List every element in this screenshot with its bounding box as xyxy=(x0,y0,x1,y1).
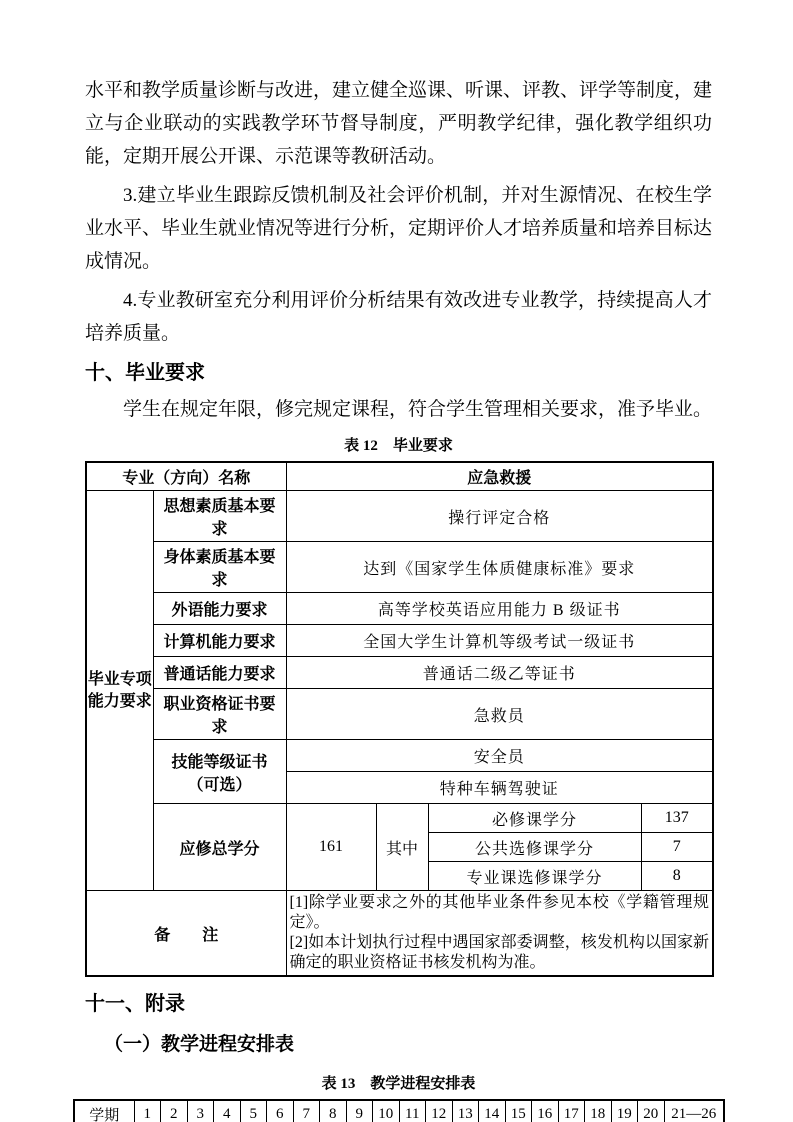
major-name-header: 专业（方向）名称 xyxy=(86,462,286,491)
semester-cell: 8 xyxy=(320,1100,347,1122)
total-credits-label: 应修总学分 xyxy=(153,804,286,891)
requirement-label: 思想素质基本要求 xyxy=(153,491,286,542)
semester-cell: 17 xyxy=(558,1100,585,1122)
teaching-schedule-table xyxy=(73,1099,725,1122)
credit-item-value: 137 xyxy=(641,804,713,833)
semester-cell: 12 xyxy=(426,1100,453,1122)
semester-cell: 3 xyxy=(187,1100,214,1122)
graduation-requirements-table xyxy=(85,461,714,977)
remark-note-1: [1]除学业要求之外的其他毕业条件参见本校《学籍管理规定》。 xyxy=(289,894,710,931)
semester-cell: 7 xyxy=(293,1100,320,1122)
section-10-intro: 学生在规定年限，修完规定课程，符合学生管理相关要求，准予毕业。 xyxy=(123,399,713,420)
semester-cell: 10 xyxy=(373,1100,400,1122)
semester-cell: 2 xyxy=(161,1100,188,1122)
table-row xyxy=(86,657,713,689)
table-row xyxy=(86,740,713,772)
semester-cell: 19 xyxy=(611,1100,638,1122)
table-row xyxy=(86,625,713,657)
requirement-value: 操行评定合格 xyxy=(286,491,713,542)
table-row xyxy=(74,1100,724,1122)
major-name-value: 应急救援 xyxy=(286,462,713,491)
semester-cell: 21—26 xyxy=(664,1100,724,1122)
semester-cell: 18 xyxy=(585,1100,612,1122)
requirement-label: 外语能力要求 xyxy=(153,593,286,625)
requirement-label: 普通话能力要求 xyxy=(153,657,286,689)
table-12-caption: 表 12 毕业要求 xyxy=(344,438,453,454)
table-row xyxy=(86,491,713,542)
semester-cell: 1 xyxy=(134,1100,161,1122)
requirement-label: 计算机能力要求 xyxy=(153,625,286,657)
remark-note-2: [2]如本计划执行过程中遇国家部委调整，核发机构以国家新确定的职业资格证书核发机构为准。 xyxy=(289,934,710,971)
semester-cell: 15 xyxy=(505,1100,532,1122)
table-row xyxy=(86,689,713,740)
requirement-value: 高等学校英语应用能力 B 级证书 xyxy=(286,593,713,625)
semester-cell: 6 xyxy=(267,1100,294,1122)
credit-item-value: 7 xyxy=(641,833,713,862)
requirement-value: 急救员 xyxy=(286,689,713,740)
table-row xyxy=(86,542,713,593)
requirement-value: 达到《国家学生体质健康标准》要求 xyxy=(286,542,713,593)
section-11-heading: 十一、附录 xyxy=(85,993,185,1015)
semester-cell: 14 xyxy=(479,1100,506,1122)
appendix-subheading: （一）教学进程安排表 xyxy=(104,1034,295,1055)
credit-item-label: 专业课选修课学分 xyxy=(428,862,641,891)
requirement-value: 普通话二级乙等证书 xyxy=(286,657,713,689)
table-13-caption: 表 13 教学进程安排表 xyxy=(321,1076,476,1092)
remark-notes-cell xyxy=(286,891,713,977)
semester-cell: 16 xyxy=(532,1100,559,1122)
paragraph-continuation: 水平和教学质量诊断与改进，建立健全巡课、听课、评教、评学等制度，建立与企业联动的实践教学环节督导制度，严明教学纪律，强化教学组织功能，定期开展公开课、示范课等教研活动。 xyxy=(85,80,713,167)
semester-cell: 4 xyxy=(214,1100,241,1122)
semester-cell: 13 xyxy=(452,1100,479,1122)
semester-cell: 11 xyxy=(399,1100,426,1122)
semester-cell: 5 xyxy=(240,1100,267,1122)
credit-item-label: 公共选修课学分 xyxy=(428,833,641,862)
requirement-value: 全国大学生计算机等级考试一级证书 xyxy=(286,625,713,657)
skill-cert-label-cell xyxy=(153,740,286,804)
skill-cert-label: 技能等级证书 xyxy=(171,753,268,771)
schedule-table-wrapper xyxy=(73,1099,723,1122)
table-row xyxy=(86,462,713,491)
table-row xyxy=(86,891,713,977)
credit-item-label: 必修课学分 xyxy=(428,804,641,833)
requirement-label: 身体素质基本要求 xyxy=(153,542,286,593)
total-credits-value: 161 xyxy=(286,804,376,891)
table-row xyxy=(86,593,713,625)
semester-header: 学期 xyxy=(74,1100,134,1122)
among-label: 其中 xyxy=(376,804,428,891)
skill-cert-note: （可选） xyxy=(187,776,252,794)
requirement-label: 职业资格证书要求 xyxy=(153,689,286,740)
paragraph-item-3: 3.建立毕业生跟踪反馈机制及社会评价机制，并对生源情况、在校生学业水平、毕业生就业情况等进行分析，定期评价人才培养质量和培养目标达成情况。 xyxy=(85,185,713,272)
skill-cert-value: 安全员 xyxy=(286,740,713,772)
paragraph-item-4: 4.专业教研室充分利用评价分析结果有效改进专业教学，持续提高人才培养质量。 xyxy=(85,290,712,344)
skill-cert-value: 特种车辆驾驶证 xyxy=(286,772,713,804)
section-10-heading: 十、毕业要求 xyxy=(85,362,205,384)
remark-label: 备 注 xyxy=(86,891,286,977)
group-label-cell: 毕业专项能力要求 xyxy=(86,491,153,891)
semester-cell: 20 xyxy=(638,1100,665,1122)
credit-item-value: 8 xyxy=(641,862,713,891)
table-row xyxy=(86,804,713,833)
semester-cell: 9 xyxy=(346,1100,373,1122)
